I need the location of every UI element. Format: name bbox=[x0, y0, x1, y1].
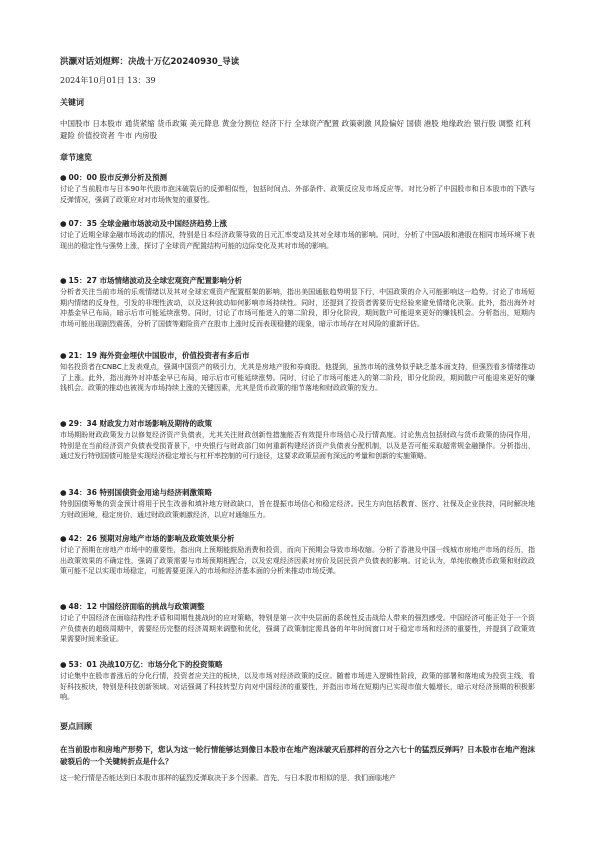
bullet-icon: ● bbox=[60, 534, 67, 543]
chapter-title: 34：36 特别国债资金用途与经济刺激策略 bbox=[68, 488, 213, 497]
chapter-summary: 特别国债筹集的资金预计将用于民生改善和填补地方财政缺口，旨在提振市场信心和稳定经济。民生方向包括教育、医疗、社保及企业扶持，同时解决地方财政困境，稳定房价，通过财政政策刺激经济，以应对通缩压力。 bbox=[60, 500, 535, 519]
bullet-icon: ● bbox=[60, 419, 67, 428]
bullet-icon: ● bbox=[60, 219, 67, 228]
chapter-item bbox=[60, 601, 535, 645]
chapter-summary: 讨论了预期在房地产市场中的重要性，指出向上预期能鼓励消费和投资，而向下预期会导致市场收缩。分析了香港及中国一线城市房地产市场的经历，指出政策效果的不确定性，强调了政策需要与市场预期相配合，以及宏观经济因素对房价及居民资产负债表的影响。讨论认为，单纯依赖货币政策和财政政策可能不足以实现市场稳定，可能需要更深入的市场和经济基本面的分析来推动市场反弹。 bbox=[60, 546, 535, 575]
chapter-summary: 讨论了中国经济在面临结构性矛盾和周期性挑战时的应对策略，特别是第一次中央层面的系统性反击战给人带来的强烈感受。中国经济可能正处于一个资产负债表的超级周期中，需要经历完整的经济周期来调整和优化，强调了政策制定需具备的年年时间窗口对于稳定市场和经济的重要性，并提到了政策效果需要时间来验证。 bbox=[60, 614, 535, 643]
chapter-title: 00：00 股市反弹分析及预测 bbox=[68, 173, 168, 182]
keywords-text: 中国股市 日本股市 通货紧缩 货币政策 美元降息 黄金分割位 经济下行 全球资产配置 政策刺激 风险偏好 国债 港股 地缘政治 银行股 调整 红利 避险 价值投资者 牛市 内房股 bbox=[60, 119, 531, 140]
chapter-item bbox=[60, 350, 535, 394]
chapter-item bbox=[60, 418, 535, 462]
chapter-title: 15：27 市场情绪波动及全球宏观资产配置影响分析 bbox=[68, 276, 243, 285]
chapters-heading: 章节速览 bbox=[60, 153, 92, 162]
keywords-heading: 关键词 bbox=[60, 98, 84, 107]
chapter-summary: 分析者关注当前市场的乐观情绪以及其对全球宏观资产配置框架的影响，指出美国通胀趋势明显下行，中国政策的介入可能影响这一趋势。讨论了市场短期内情绪的反身性，引发的非理性波动，以及这种波动如何影响市场持续性。同时，还提到了投资者需要历史经验来避免情绪化决策。此外，指出海外对冲基金早已布局，暗示后市可能延续涨势。同时，讨论了市场可能进入的第二阶段，即分化阶段，期间散户可能迎来更好的赚钱机会。分析指出，短期内市场可能出现剧烈震荡，分析了国债等避险资产在股市上涨时反而表现稳健的现象，暗示市场存在对风险的重新评估。 bbox=[60, 288, 535, 328]
review-answer: 这一轮行情是否能达到日本股市那样的猛烈反弹取决于多个因素。首先，与日本股市相似的是，我们面临地产 bbox=[60, 774, 396, 782]
chapter-item bbox=[60, 172, 535, 205]
chapter-item bbox=[60, 218, 535, 251]
chapter-summary: 讨论集中在股市普涨后的分化行情，投资者应关注的板块，以及市场对经济政策的反应。随着市场进入逻辑性阶段，政策的部署和落地成为投资主线，看好科技板块，特别是科技创新领域。对话强调了科技转型方向对中国经济的重要性，并指出市场在短期内已实现市值大幅增长，暗示对经济预期的积极影响。 bbox=[60, 672, 535, 701]
chapter-summary: 讨论了当前股市与日本90年代股市泡沫破裂后的反弹相似性，包括时间点、外部条件、政策反应及市场反应等。对比分析了中国股市和日本股市的下跌与反弹情况，强调了政策应对对市场恢复的重要性。 bbox=[60, 185, 535, 204]
chapter-item bbox=[60, 275, 535, 350]
chapter-title: 42：26 预期对房地产市场的影响及政策效果分析 bbox=[68, 534, 235, 543]
chapter-title: 07：35 全球金融市场波动及中国经济趋势上涨 bbox=[68, 219, 228, 228]
bullet-icon: ● bbox=[60, 173, 67, 182]
bullet-icon: ● bbox=[60, 602, 67, 611]
document-title: 洪灏对话刘煜辉：决战十万亿20240930_导读 bbox=[60, 57, 240, 67]
chapter-title: 21：19 海外资金埋伏中国股市，价值投资者有多后市 bbox=[68, 351, 250, 360]
bullet-icon: ● bbox=[60, 351, 67, 360]
bullet-icon: ● bbox=[60, 488, 67, 497]
document-date: 2024年10月01日 13：39 bbox=[60, 76, 156, 85]
chapter-item bbox=[60, 533, 535, 577]
review-question: 在当前股市和房地产形势下，您认为这一轮行情能够达到像日本股市在地产泡沫破灭后那样的百分之六七十的猛烈反弹吗？日本股市在地产泡沫破裂后的一个关键转折点是什么？ bbox=[60, 745, 535, 766]
chapter-title: 53：01 决战10万亿：市场分化下的投资策略 bbox=[68, 660, 223, 669]
chapter-title: 29：34 财政发力对市场影响及期待的政策 bbox=[68, 419, 213, 428]
chapter-summary: 讨论了近期全球金融市场波动的情况，特别是日本经济政策导致的日元汇率变动及其对全球市场的影响。同时，分析了中国A股和港股在相同市场环境下表现出的稳定性与强势上涨，探讨了全球资产配置结构可能的边际变化及其对市场的影响。 bbox=[60, 231, 535, 250]
chapter-summary: 市场期盼财政政策发力以修复经济资产负债表，尤其关注财政创新性措施能否有效提升市场信心及行情高度。讨论焦点包括财政与货币政策的协同作用，特别是在当前经济资产负债表受损背景下，中央银行与财政部门如何重新构建经济资产负债表分配机制，以及是否可能采取超常规金融操作。分析指出，通过发行特别国债可能是实现经济稳定增长与杠杆率控制的可行途径，这要求政策层面有深远的考量和创新的实施策略。 bbox=[60, 431, 535, 460]
bullet-icon: ● bbox=[60, 276, 67, 285]
chapter-summary: 知名投资者在CNBC上发表观点，强调中国资产的吸引力，尤其是房地产股和券商股。他提到，虽然市场的涨势似乎缺乏基本面支持，但强烈看多情绪推动了上涨。此外，指出海外对冲基金早已布局，暗示后市可能延续涨势。同时，讨论了市场可能进入的第二阶段，即分化阶段，期间散户可能迎来更好的赚钱机会。政策的推动也被视为市场持续上涨的关键因素，尤其是货币政策的细节落地和财政政策的发力。 bbox=[60, 363, 535, 392]
review-heading: 要点回顾 bbox=[60, 722, 92, 731]
bullet-icon: ● bbox=[60, 660, 67, 669]
chapter-title: 48：12 中国经济面临的挑战与政策调整 bbox=[68, 602, 205, 611]
chapter-item bbox=[60, 659, 535, 703]
chapter-item bbox=[60, 487, 535, 520]
